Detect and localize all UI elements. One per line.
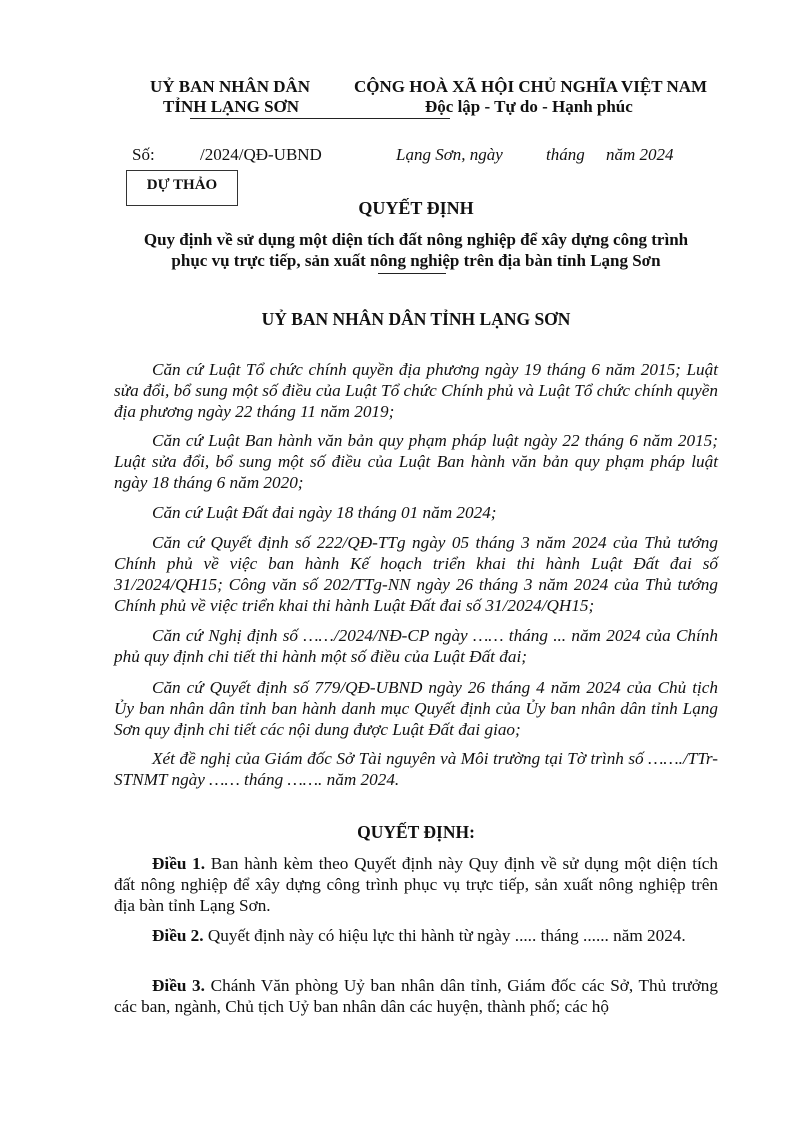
issuer-line2: TỈNH LẠNG SƠN — [163, 97, 300, 116]
article-text: Quyết định này có hiệu lực thi hành từ ngày ..... tháng ...... năm 2024. — [203, 926, 686, 945]
preamble-paragraph: Căn cứ Luật Đất đai ngày 18 tháng 01 năm 2024; — [152, 503, 497, 522]
document-subtitle-line2: phục vụ trực tiếp, sản xuất nông nghiệp trên địa bàn tỉnh Lạng Sơn — [171, 251, 661, 270]
preamble-paragraph: Xét đề nghị của Giám đốc Sở Tài nguyên và Môi trường tại Tờ trình số ……./TTr-STNMT ngày …… tháng ……. năm 2024. — [114, 749, 718, 789]
article-text: Ban hành kèm theo Quyết định này Quy định về sử dụng một diện tích đất nông nghiệp để xây dựng công trình phục vụ trực tiếp, sản xuất nông nghiệp trên địa bàn tỉnh Lạng Sơn. — [114, 854, 719, 915]
article-text: Chánh Văn phòng Uỷ ban nhân dân tỉnh, Giám đốc các Sở, Thủ trưởng các ban, ngành, Chủ tịch Uỷ ban nhân dân các huyện, thành phố; các hộ — [114, 976, 718, 1016]
document-title: QUYẾT ĐỊNH — [358, 198, 474, 218]
document-subtitle-line1: Quy định về sử dụng một diện tích đất nông nghiệp để xây dựng công trình — [143, 230, 689, 249]
national-motto: Độc lập - Tự do - Hạnh phúc — [425, 97, 633, 116]
national-title: CỘNG HOÀ XÃ HỘI CHỦ NGHĨA VIỆT NAM — [354, 77, 708, 96]
title-underline — [378, 273, 446, 274]
article-label: Điều 1. — [152, 854, 206, 873]
issuer-line1: UỶ BAN NHÂN DÂN — [150, 77, 311, 96]
doc-number-value: /2024/QĐ-UBND — [200, 145, 322, 164]
article-3 — [114, 975, 718, 1017]
motto-underline — [256, 118, 450, 119]
decision-heading: QUYẾT ĐỊNH: — [357, 822, 475, 842]
issuer-underline — [190, 118, 256, 119]
place-date: Lạng Sơn, ngày — [396, 145, 503, 164]
date-month: tháng — [546, 145, 585, 164]
date-year: năm 2024 — [606, 145, 674, 164]
preamble-paragraph: Căn cứ Quyết định số 222/QĐ-TTg ngày 05 tháng 3 năm 2024 của Thủ tướng Chính phủ về việc ban hành Kế hoạch triển khai thi hành Luật Đất đai số 31/2024/QH15; Công văn số 202/TTg-NN ngày 26 tháng 3 năm 2024 của Thủ tướng Chính phủ về việc triển khai thi hành Luật Đất đai số 31/2024/QH15; — [114, 533, 718, 615]
article-1 — [114, 853, 718, 916]
preamble-paragraph: Căn cứ Nghị định số ……/2024/NĐ-CP ngày …… tháng ... năm 2024 của Chính phủ quy định chi tiết thi hành một số điều của Luật Đất đai; — [114, 626, 718, 666]
doc-number-label: Số: — [132, 145, 155, 164]
preamble-paragraph: Căn cứ Luật Tổ chức chính quyền địa phương ngày 19 tháng 6 năm 2015; Luật sửa đổi, bổ sung một số điều của Luật Tổ chức Chính phủ và Luật Tổ chức chính quyền địa phương ngày 22 tháng 11 năm 2019; — [114, 360, 718, 421]
article-label: Điều 3. — [152, 976, 205, 995]
draft-stamp: DỰ THẢO — [126, 170, 238, 206]
issuing-authority: UỶ BAN NHÂN DÂN TỈNH LẠNG SƠN — [261, 309, 571, 329]
article-2 — [114, 925, 718, 946]
article-label: Điều 2. — [152, 926, 204, 945]
preamble-paragraph: Căn cứ Quyết định số 779/QĐ-UBND ngày 26 tháng 4 năm 2024 của Chủ tịch Ủy ban nhân dân tỉnh ban hành danh mục Quyết định của Ủy ban nhân dân tỉnh Lạng Sơn quy định chi tiết các nội dung được Luật Đất đai giao; — [114, 678, 718, 739]
preamble-paragraph: Căn cứ Luật Ban hành văn bản quy phạm pháp luật ngày 22 tháng 6 năm 2015; Luật sửa đổi, bổ sung một số điều của Luật Ban hành văn bản quy phạm pháp luật ngày 18 tháng 6 năm 2020; — [114, 431, 718, 492]
